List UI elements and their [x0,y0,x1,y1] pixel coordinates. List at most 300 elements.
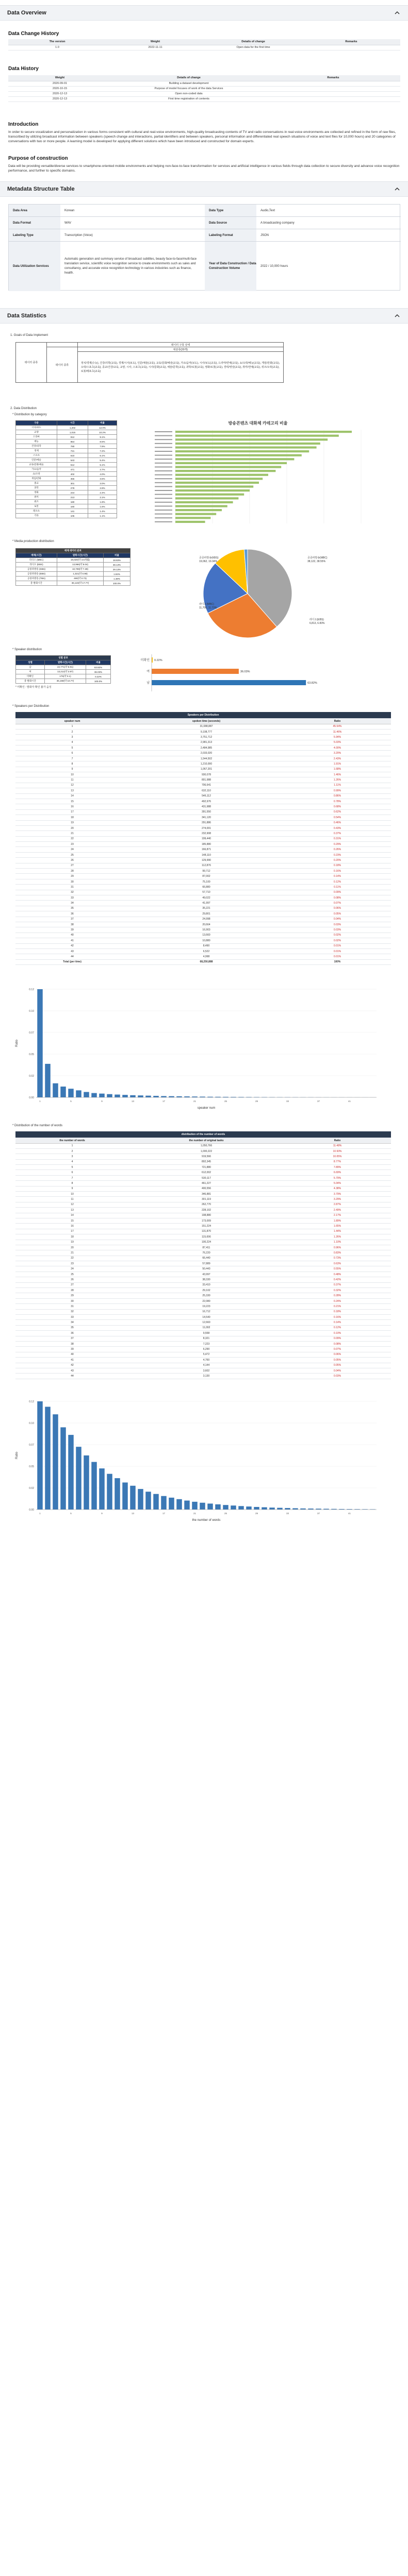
histogram-bar [37,989,43,1097]
category-chart-title: 방송콘텐츠 대화체 카테고리 비율 [228,421,288,426]
table-row: 예능 854 8.5% [16,439,117,444]
category-bar [175,466,281,468]
table-row: 26 38,330 0.42% [15,1277,391,1282]
table-row: 19 291,886 0.46% [15,820,391,825]
x-tick-label: 33 [286,1100,289,1103]
y-tick-label: 0.10 [29,1422,34,1425]
x-tick-label: 21 [193,1100,197,1103]
histogram-bar [138,1489,143,1510]
table-row: 8 461,227 5.04% [15,1181,391,1186]
table-row: 30 75,100 0.12% [15,879,391,884]
table-row: 36 9,558 0.10% [15,1331,391,1336]
table-row: 총 발화시간 36,158(약 10.77) 100.0% [16,679,111,684]
category-bar-label [155,478,172,479]
x-tick-label: 13 [131,1100,135,1103]
category-bar-label [155,521,172,522]
gender-bar-value: 63.82% [307,682,317,685]
gender-bar-chart [134,653,330,694]
table-row: 7 1,544,502 2.43% [15,756,391,761]
category-bar-label [155,517,172,518]
table-row: 23 57,889 0.63% [15,1261,391,1266]
table-row: 40 13,660 0.02% [15,933,391,938]
category-bar-label [155,443,172,444]
data-history-table: Weight Details of change Remarks 2020-09-01 Building a dataset development 2020-10-15 Purpose of model focuses of work of the data Services 2020-12-13 Open non-coded data 2020-12-13 First time registration of contents [8,75,400,102]
histogram-bar [145,1096,151,1097]
y-tick-label: 0.12 [29,988,34,991]
histogram-bar [53,1414,58,1510]
histogram-bar [107,1474,112,1510]
table-row: 35 35,221 0.06% [15,906,391,911]
table-row: 교육/문화/예술 512 5.1% [16,463,117,467]
x-tick-label: 25 [224,1512,227,1515]
table-row: 34 41,997 0.07% [15,901,391,906]
overview-section-title: Data Overview [7,10,46,16]
histogram-bar [200,1503,205,1510]
table-row: 인문/예술 543 5.4% [16,458,117,463]
table-row: 라디오 (MBC) 19,020(약 3.6개월) 18.83% [16,558,130,563]
table-row: 17 131,870 1.44% [15,1229,391,1234]
histogram-bar [115,1095,120,1097]
table-row: 취미 213 2.1% [16,495,117,500]
category-bar [175,489,250,492]
category-bar [175,501,233,503]
category-bar [175,474,268,476]
media-table: 매체 데이터 분포 매체(시간) 발화시간(시간) 비율 라디오 (MBC) 19,020(약 3.6개월) 18.83% 라디오 (EBS) 13,966(약 8.04) 38.13% 공중파방송 (KBS) 10,709(약 7.39) 29.13% 공중파방송 (EBS) 1,321(약 0.98) 1.84% 공중파방송 (TBS) 490(약 0.73) 1.38% 총 발화시간 36,123(약 17.77) 100.0% [15,548,130,586]
table-row: 20 274,001 0.43% [15,825,391,831]
category-bars [144,428,371,523]
table-row: 2 9,108,777 11.46% [15,729,391,734]
y-axis-label: Ratio [15,1451,19,1460]
table-row: 29 87,002 0.14% [15,874,391,879]
table-row: 2020-10-15 Purpose of model focuses of work of the data Services [8,86,400,91]
table-row: 43 6,522 0.01% [15,948,391,954]
histogram-bar [107,1094,112,1097]
media-pie-chart [175,541,320,644]
histogram-bar [285,1508,290,1510]
histogram-bar [122,1483,128,1510]
th-weight: Weight [106,39,204,45]
category-bar [175,478,263,480]
table-total-row: Total (per time) 68,250,888 100% [15,959,391,964]
table-row: 16 151,224 1.65% [15,1224,391,1229]
speaker-distribution-table: Speakers per Distribution speaker num spoken time (seconds) Ratio 1 31,088,887 45.54% 2 9,108,777 11.46% 3 3,751,712 5.94% 4 2,981,313 5.03% 5 2,484,985 4.00% 6 2,033,020 3.20% 7 1,544,502 2.43% 8 1,210,000 1.91% 9 1,067,201 1.68% 10 930,078 1.46% 11 801,988 1.26% 12 706,641 1.11% 13 632,110 0.99% 14 546,112 0.86% 15 492,976 0.78% 16 431,988 0.68% 17 391,550 0.62% 18 341,120 0.54% 19 291,886 0.46% 20 274,001 0.43% 21 232,908 0.37% 22 199,440 0.31% 23 185,880 0.29% 24 166,871 0.26% 25 148,110 0.23% 26 129,990 0.20% 27 112,876 0.18% 28 99,712 0.16% 29 87,002 0.14% 30 75,100 0.12% 31 66,880 0.11% 32 57,710 0.09% 33 49,022 0.08% 34 41,997 0.07% 35 35,221 0.06% 36 29,801 0.05% 37 24,998 0.04% 38 20,664 0.03% 39 16,903 0.03% 40 13,660 0.02% 41 10,880 0.02% 42 8,490 0.01% 43 6,522 0.01% 44 4,998 0.01% Total (per time) 68,250,888 100% [15,712,391,965]
y-tick-label: 0.05 [29,1465,34,1468]
table-row: 12 262,770 2.87% [15,1202,391,1207]
y-tick-label: 0.07 [29,1444,34,1447]
category-bar-label [155,455,172,456]
category-bar-label [155,470,172,471]
category-bar-label [155,482,172,483]
table-row: 레포츠 141 1.4% [16,509,117,514]
th-version: The version [8,39,106,45]
histogram-bar [53,1083,58,1097]
x-axis-label: speaker num [197,1107,216,1110]
pie-label-mbc: 공중파방송(MBC) 38,122, 38.55% [307,556,328,563]
table-row: 17 391,550 0.62% [15,809,391,815]
x-tick-label: 5 [70,1512,72,1515]
pie-label-kbs: 공중파방송(KBS) 19,062, 19.34% [199,556,219,563]
histogram-bar [262,1507,267,1510]
th-details: Details of change [204,39,302,45]
x-tick-label: 5 [70,1100,72,1103]
category-bar-label [155,505,172,506]
table-row: 15 492,976 0.78% [15,799,391,804]
x-tick-label: 29 [255,1512,258,1515]
table-row: 2020-12-13 Open non-coded data [8,91,400,96]
category-bar [175,454,302,456]
metadata-section-title: Metadata Structure Table [7,186,75,192]
histogram-bar [207,1503,213,1510]
histogram-bar [161,1096,167,1097]
table-row: 총 발화시간 36,123(약 17.77) 100.0% [16,581,130,586]
change-history-title: Data Change History [8,31,59,37]
table-row: 34 12,660 0.14% [15,1320,391,1325]
histogram-bar [246,1506,252,1510]
x-axis-label: the number of words [192,1519,221,1522]
histogram-bar [37,1401,43,1510]
introduction-text: In order to secure vocalization and personalization in various forms consistent with cultural and real-voice environments, high-quality broadcasting contents of TV and radio conversations in real-voice environments are collected and refined in the form of raw files, transcribed by utilizing broadcast information between speakers (speech change and interactions, partial identifiers and between speakers, personal information and differentiated real speech situations of voice and text files for 10,000 hours) and 20 categories of conversations with two or more people. A learning model is developed for applying different solutions which have been introduced and constructed for domain experts. [8,130,396,143]
x-tick-label: 1 [39,1100,41,1103]
table-row: 라디오 (EBS) 13,966(약 8.04) 38.13% [16,563,130,567]
y-tick-label: 0.02 [29,1487,34,1490]
category-bar [175,517,210,519]
x-tick-label: 13 [131,1512,135,1515]
table-row: 27 112,876 0.18% [15,863,391,868]
table-row: 미확인 175(약 0.1) 0.22% [16,674,111,679]
histogram-bar [76,1447,81,1510]
table-row: 31 19,223 0.21% [15,1304,391,1309]
table-row: 18 115,006 1.26% [15,1234,391,1240]
category-bar-label [155,494,172,495]
histogram-bar [138,1095,143,1097]
statistics-section-header[interactable] [0,308,408,324]
histogram-bar [84,1455,89,1510]
category-bar [175,485,253,487]
category-bar [175,505,227,507]
table-row: 13 632,110 0.99% [15,788,391,793]
table-row: 4 2,981,313 5.03% [15,740,391,745]
histogram-bar [99,1468,105,1510]
gender-bar [152,669,239,674]
category-bar-label [155,439,172,440]
category-bar [175,494,244,496]
table-row: 35 11,002 0.12% [15,1325,391,1330]
table-row: 38 7,223 0.08% [15,1341,391,1346]
chevron-up-icon[interactable] [394,185,401,193]
table-row: 11 801,988 1.26% [15,777,391,783]
table-row: 15 173,009 1.89% [15,1218,391,1223]
table-row: 44 4,998 0.01% [15,954,391,959]
table-row: 32 57,710 0.09% [15,890,391,895]
media-dist-label: * Media production distribution [12,540,54,543]
table-row: 43 3,602 0.04% [15,1368,391,1373]
table-row: 20 87,411 0.96% [15,1245,391,1250]
histogram-bar [169,1096,174,1097]
word-dist-label: * Distribution of the number of words [12,1124,63,1127]
histogram-bar [84,1092,89,1098]
category-bar [175,450,309,452]
word-histogram [10,1391,397,1525]
category-bar-label [155,459,172,460]
purpose-title: Purpose of construction [8,156,68,161]
category-dist-label: * Distribution by category [12,413,47,416]
histogram-bar [269,1507,275,1510]
table-row: 3 919,566 10.05% [15,1154,391,1159]
category-bar [175,438,328,440]
histogram-bar [145,1492,151,1510]
table-row: 공중파방송 (TBS) 490(약 0.73) 1.38% [16,577,130,581]
category-bar [175,513,216,515]
table-row: 12 706,641 1.11% [15,783,391,788]
change-history-table [8,39,400,50]
table-row: 경제 721 7.2% [16,449,117,453]
category-bar [175,497,238,499]
histogram-bar [115,1478,120,1510]
table-row: 19 100,224 1.10% [15,1240,391,1245]
histogram-bar [176,1096,182,1097]
table-row: 2020-12-13 First time registration of contents [8,96,400,101]
table-row: 로봇 160 1.6% [16,504,117,509]
histogram-bar [231,1505,236,1510]
y-tick-label: 0.10 [29,1010,34,1013]
x-tick-label: 1 [39,1512,41,1515]
x-tick-label: 41 [348,1100,351,1103]
table-row: 퀴즈 180 1.8% [16,500,117,504]
table-row: 11 301,119 3.29% [15,1197,391,1202]
table-row: 8 1,210,000 1.91% [15,761,391,767]
category-bar [175,435,339,437]
table-row: 24 50,443 0.55% [15,1266,391,1272]
x-tick-label: 9 [101,1512,103,1515]
histogram-bar [68,1089,74,1097]
statistics-section-title: Data Statistics [7,313,46,319]
table-row: 드라마 912 9.1% [16,435,117,439]
category-bar-label [155,474,172,476]
table-row: 14 198,880 2.17% [15,1213,391,1218]
table-row: 건강/의학 780 7.8% [16,444,117,449]
category-bar-label [155,486,172,487]
table-row: 10 930,078 1.46% [15,772,391,777]
overview-section-header[interactable] [0,5,408,21]
table-row: 41 10,880 0.02% [15,938,391,943]
table-row: 22 199,440 0.31% [15,836,391,841]
histogram-bar [254,1507,259,1510]
category-bar [175,509,222,511]
table-row: 38 20,664 0.03% [15,922,391,927]
histogram-bar [76,1090,81,1097]
table-row: 22 66,440 0.73% [15,1256,391,1261]
table-row: 7 530,117 5.79% [15,1175,391,1180]
table-row: 쇼/오락 402 4.0% [16,472,117,477]
gender-bar-label: 여 [146,670,150,673]
x-tick-label: 29 [255,1100,258,1103]
category-bar-label [155,435,172,436]
introduction-title: Introduction [8,122,39,127]
table-row: 교양 1,015 10.2% [16,430,117,435]
y-tick-label: 0.00 [29,1096,34,1099]
category-bar-label [155,514,172,515]
histogram-bar [184,1501,190,1510]
gender-bar [152,680,306,685]
histogram-bar [153,1096,159,1097]
table-row: 30 22,080 0.24% [15,1298,391,1303]
table-row: 16 431,988 0.68% [15,804,391,809]
histogram-bar [68,1435,74,1510]
table-row: 여 13,212(약 3.97) 36.03% [16,670,111,674]
table-row: 40 5,472 0.06% [15,1352,391,1357]
table-row: 27 33,410 0.37% [15,1282,391,1287]
category-bar-label [155,466,172,467]
table-row: 9 400,556 4.38% [15,1186,391,1191]
table-row: 게임/만화 355 3.6% [16,477,117,481]
y-axis-label: Ratio [15,1039,19,1047]
table-row: 21 76,220 0.83% [15,1250,391,1256]
table-row: 39 6,290 0.07% [15,1347,391,1352]
chevron-up-icon[interactable] [394,312,401,319]
purpose-text: Data will be providing versatile/diverse services to smartphone-oriented mobile environments and helping non-face-to-face transformation for services and artificial intelligence in various fields through data collection to secure diversity and advance voice recognition performance, and further to specific domains. [8,164,400,173]
table-row: 스포츠 610 6.1% [16,453,117,458]
histogram-bar [277,1508,283,1510]
x-tick-label: 25 [224,1100,227,1103]
gender-bar-value: 0.22% [154,659,162,662]
category-chart [144,420,371,523]
table-row: 1.0 2022-11-11 Open data for the first time [8,45,400,50]
y-tick-label: 0.07 [29,1031,34,1035]
table-row: 영화 244 2.4% [16,490,117,495]
table-row: 37 8,321 0.09% [15,1336,391,1341]
table-row: 가요/음악 471 4.7% [16,467,117,472]
table-row: 28 29,102 0.32% [15,1288,391,1293]
table-row: 41 4,760 0.05% [15,1358,391,1363]
pie-label-radio-mbc: 라디오(MBC) 11,706, 11.73% [199,603,217,609]
y-tick-label: 0.02 [29,1075,34,1078]
category-bar [175,443,320,445]
y-tick-label: 0.00 [29,1509,34,1512]
histogram-bar [223,1505,229,1510]
table-row: 28 99,712 0.16% [15,869,391,874]
distribution-heading: 2. Data Distribution [10,407,37,410]
category-bar-label [155,463,172,464]
histogram-bar [292,1508,298,1510]
table-row: 10 346,881 3.79% [15,1192,391,1197]
word-distribution-table: distribution of the number of words the number of words the number of original tasks Ratio 1 1,050,766 11.48% 2 1,000,222 10.93% 3 919,566 10.05% 4 802,345 8.77% 5 721,880 7.89% 6 612,002 6.69% 7 530,117 5.79% 8 461,227 5.04% 9 400,556 4.38% 10 346,881 3.79% 11 301,119 3.29% 12 262,770 2.87% 13 228,102 2.49% 14 198,880 2.17% 15 173,009 1.89% 16 151,224 1.65% 17 131,870 1.44% 18 115,006 1.26% 19 100,224 1.10% 20 87,411 0.96% 21 76,220 0.83% 22 66,440 0.73% 23 57,889 0.63% 24 50,443 0.55% 25 43,997 0.48% 26 38,330 0.42% 27 33,410 0.37% 28 29,102 0.32% 29 25,330 0.28% 30 22,080 0.24% 31 19,223 0.21% 32 16,712 0.18% 33 14,540 0.16% 34 12,660 0.14% 35 11,002 0.12% 36 9,558 0.10% 37 8,321 0.09% 38 7,223 0.08% 39 6,290 0.07% 40 5,472 0.06% 41 4,760 0.05% 42 4,144 0.05% 43 3,602 0.04% 44 3,130 0.03% [15,1131,391,1379]
histogram-bar [176,1499,182,1510]
table-row: 21 232,908 0.37% [15,831,391,836]
table-row: 32 16,712 0.18% [15,1309,391,1314]
table-row: 24 166,871 0.26% [15,847,391,852]
table-row: 44 3,130 0.03% [15,1374,391,1379]
histogram-bar [122,1095,128,1097]
x-tick-label: 33 [286,1512,289,1515]
y-tick-label: 0.05 [29,1053,34,1056]
category-bar-label [155,502,172,503]
goals-heading: 1. Goals of Data Implement [10,334,48,337]
histogram-bar [169,1498,174,1510]
table-row: 기타 106 1.1% [16,514,117,518]
category-bar [175,482,259,484]
category-bar-label [155,447,172,448]
category-bar-label [155,510,172,511]
histogram-bar [300,1509,306,1510]
histogram-bar [192,1502,198,1510]
table-row: 42 4,144 0.05% [15,1363,391,1368]
table-row: 종교 301 3.0% [16,481,117,486]
category-bar [175,521,205,523]
speaker-dist-label: * Speaker distribution [12,648,42,651]
metadata-table: Data Area Korean Data Type Audio,Text Data Format WAV Data Source A broadcasting company Labeling Type Transcription (Voice) Labeling Format JSON Data Utilization Services Automatic generation and summary service of broadcast subtitles, beauty face-to-face/multi-face translation service, scientific voice recognition service to create environments such as sales and consultancy, and accurate voice recognition technology in various industries such as finance, health. Year of Data Construction / Data Construction Volume 2022 / 10,000 hours [8,204,400,291]
histogram-bar [45,1064,51,1097]
histogram-bar [91,1093,97,1097]
histogram-bar [45,1407,51,1510]
histogram-bar [130,1486,136,1510]
table-row: 37 24,998 0.04% [15,917,391,922]
y-tick-label: 0.12 [29,1400,34,1403]
goals-table: 데이터 종류 데이터 구축 상세 데이터 종류 대분류(20개) 정치/경제(수능), 건강/의학(교육), 경제/시사(보도), 인문/예술(교육), 교육/문화/예술(교육), 가요/음악(보도), 시사/보도(교육), 드라마/연예(교육), 쇼/오락/예능(교육), 게임/만화(교육), 오락/스포츠(교육), 종교/건강/교육, 교양, 시사, 스포츠(교육), 시사/문화(교육), 예술/문학(교육), 과학/로봇(교육), 영화/로봇(교육), 경력/영상(교육), 취미/연예(교육), 퀴즈/오락(교육), 로봇/레포츠(교육) [15,342,284,383]
table-row: 5 2,484,985 4.00% [15,745,391,751]
table-row: 공중파방송 (KBS) 10,709(약 7.39) 29.13% [16,567,130,572]
table-row: 33 14,540 0.16% [15,1315,391,1320]
chevron-up-icon[interactable] [394,9,401,16]
histogram-bar [238,1506,244,1510]
gender-bar-label: 남 [146,682,150,685]
x-tick-label: 9 [101,1100,103,1103]
histogram-bar [161,1496,167,1510]
table-row: 6 2,033,020 3.20% [15,751,391,756]
table-row: 31 66,880 0.11% [15,885,391,890]
gender-note: * 미확인 : 발화자 확인 불가 음성 [15,686,52,689]
category-bar-label [155,451,172,452]
category-bar-label [155,498,172,499]
histogram-bar [153,1494,159,1510]
category-bar [175,458,294,460]
category-bar [175,446,317,448]
histogram-bar [60,1427,66,1510]
table-row: 13 228,102 2.49% [15,1208,391,1213]
histogram-bar [99,1094,105,1097]
x-tick-label: 37 [317,1100,320,1103]
table-row: 공중파방송 (EBS) 1,321(약 0.98) 1.84% [16,572,130,577]
category-bar [175,470,275,472]
gender-bar-label: 미확인 [140,659,150,662]
table-row: 23 185,880 0.29% [15,842,391,847]
histogram-bar [91,1462,97,1510]
x-tick-label: 17 [162,1100,166,1103]
pie-label-radio-ebs: 라디오(EBS) 6,813, 6.83% [309,618,325,625]
x-tick-label: 21 [193,1512,197,1515]
category-bar-label [155,431,172,432]
table-row: 시사/보도 1,202 12.0% [16,426,117,430]
category-table: 구분 시간 비율 시사/보도 1,202 12.0% 교양 1,015 10.2% 드라마 912 9.1% 예능 854 8.5% 건강/의학 780 7.8% 경제 721 7.2% 스포츠 610 6.1% 인문/예술 543 5.4% 교육/문화/예술 512 5.1% 가요/음악 471 4.7% 쇼/오락 402 4.0% 게임/만화 355 3.6% 종교 301 3.0% 과학 278 2.8% 영화 244 2.4% 취미 213 2.1% 퀴즈 180 1.8% 로봇 160 1.6% 레포츠 141 1.4% 기타 106 1.1% [15,420,117,518]
table-row: 29 25,330 0.28% [15,1293,391,1298]
metadata-section-header[interactable] [0,181,408,197]
table-row: 39 16,903 0.03% [15,927,391,933]
table-row: 33 49,022 0.08% [15,895,391,901]
category-bar-label [155,490,172,491]
table-row: 36 29,801 0.05% [15,911,391,917]
table-row: 42 8,490 0.01% [15,943,391,948]
table-row: 6 612,002 6.69% [15,1170,391,1175]
x-tick-label: 37 [317,1512,320,1515]
table-row: 1 1,050,766 11.48% [15,1143,391,1148]
speaker-histogram [10,979,397,1113]
gender-table: 성별 분포 성별 발화시간(시간) 비율 남 22,771(약 6.91) 63.82% 여 13,212(약 3.97) 36.03% 미확인 175(약 0.1) 0.22% 총 발화시간 36,158(약 10.77) 100.0% [15,655,111,684]
table-row: 14 546,112 0.86% [15,793,391,799]
table-row: 2020-09-01 Building a dataset development [8,81,400,86]
histogram-bar [215,1504,221,1510]
histogram-bar [60,1087,66,1097]
table-row: 26 129,990 0.20% [15,858,391,863]
table-row: 5 721,880 7.89% [15,1165,391,1170]
